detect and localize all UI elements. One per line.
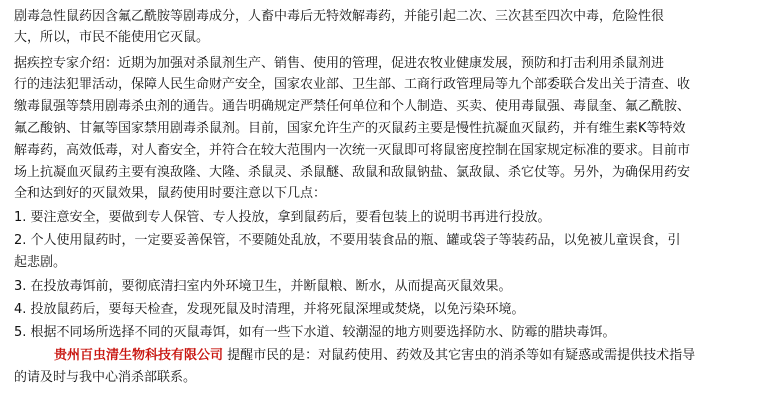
closing-text: 提醒市民的是：对鼠药使用、药效及其它害虫的消杀等如有疑惑或需提供技术指导 [227,348,696,363]
list-item: 起悲剧。 [14,255,67,270]
paragraph-line: 解毒药，高效低毒，对人畜安全，并符合在较大范围内一次统一灭鼠即可将鼠密度控制在国家规定标准的要求。目前市 [14,143,691,158]
paragraph-line: 大，所以，市民不能使用它灭鼠。 [14,30,210,45]
paragraph-line: 全和达到好的灭鼠效果，鼠药使用时要注意以下几点： [14,186,327,201]
paragraph-line: 据疾控专家介绍：近期为加强对杀鼠剂生产、销售、使用的管理，促进农牧业健康发展，预防和打击利用杀鼠剂进 [14,56,665,71]
paragraph-line: 行的违法犯罪活动，保障人民生命财产安全，国家农业部、卫生部、工商行政管理局等九个部委联合发出关于清查、收 [14,77,691,92]
paragraph-line: 剧毒急性鼠药因含氟乙酰胺等剧毒成分，人畜中毒后无特效解毒药，并能引起二次、三次甚至四次中毒，危险性很 [14,9,665,24]
list-item: 3. 在投放毒饵前，要彻底清扫室内外环境卫生，并断鼠粮、断水，从而提高灭鼠效果。 [14,279,512,294]
list-item: 2. 个人使用鼠药时，一定要妥善保管，不要随处乱放，不要用装食品的瓶、罐或袋子等装药品，以免被儿童误食，引 [14,233,681,248]
paragraph-line: 场上抗凝血灭鼠药主要有溴敌隆、大隆、杀鼠灵、杀鼠醚、敌鼠和敌鼠钠盐、氯敌鼠、杀它仗等。另外，为确保用药安 [14,165,691,180]
paragraph-line: 缴毒鼠强等禁用剧毒杀虫剂的通告。通告明确规定严禁任何单位和个人制造、买卖、使用毒鼠强、毒鼠奎、氟乙酰胺、 [14,99,691,114]
closing-line: 的请及时与我中心消杀部联系。 [14,370,197,385]
list-item: 1. 要注意安全，要做到专人保管、专人投放，拿到鼠药后，要看包装上的说明书再进行投放。 [14,210,551,225]
closing-line [14,345,766,366]
list-item: 4. 投放鼠药后，要每天检查，发现死鼠及时清理，并将死鼠深埋或焚烧，以免污染环境。 [14,302,525,317]
company-name: 贵州百虫清生物科技有限公司 [54,348,224,363]
list-item: 5. 根据不同场所选择不同的灭鼠毒饵，如有一些下水道、较潮湿的地方则要选择防水、防霉的腊块毒饵。 [14,325,616,340]
paragraph-line: 氟乙酸钠、甘氟等国家禁用剧毒杀鼠剂。目前，国家允许生产的灭鼠药主要是慢性抗凝血灭鼠药，并有维生素K等特效 [14,121,686,136]
